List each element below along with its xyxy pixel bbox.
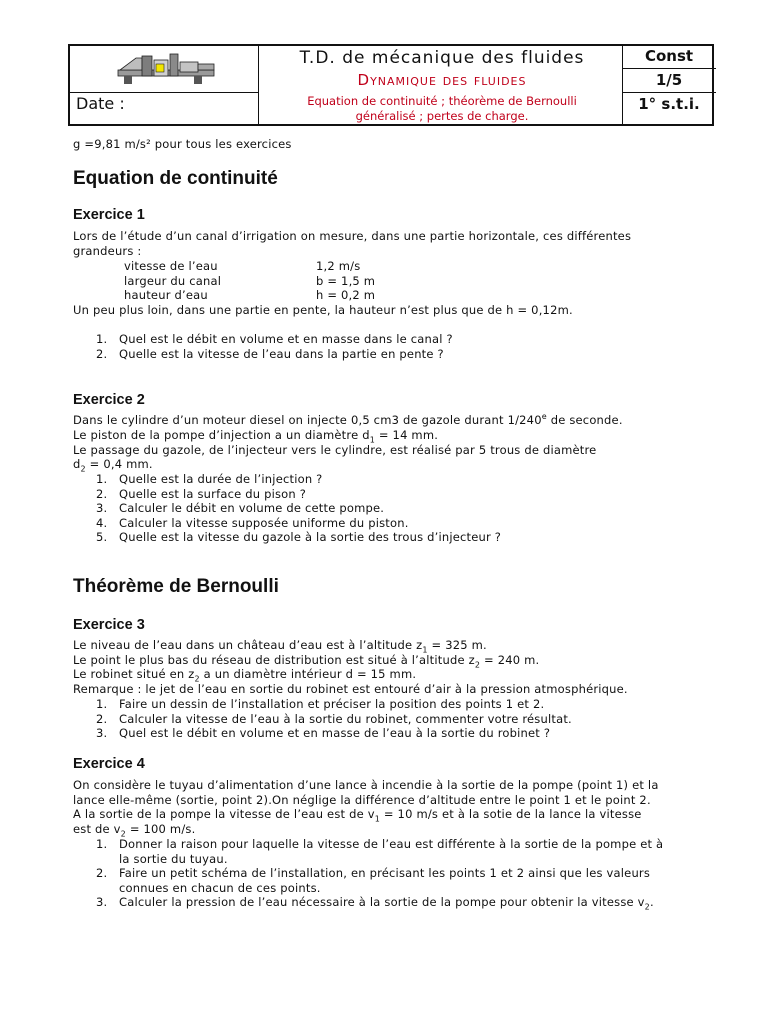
paragraph-line: Le robinet situé en $z_2$ a un diamètre intérieur d = 15 mm. [73,667,417,684]
exercise-title: Exercice 2 [73,392,145,408]
measurement-row: vitesse de l’eau 1,2 m/s [124,259,361,273]
paragraph-line: A la sortie de la pompe la vitesse de l’eau est de $v_1 = 10$ m/s et à la sotie de la lance la vitesse [73,807,642,824]
paragraph-line: Le point le plus bas du réseau de distribution est situé à l’altitude $z_2 = 240$ m. [73,653,540,670]
question-list [96,837,663,910]
mechanical-logo-icon [110,50,220,86]
header-description: Equation de continuité ; théorème de Bernoulli généralisé ; pertes de charge. [307,94,577,123]
intro-text: g =9,81 m/s² pour tous les exercices [73,137,292,151]
date-label: Date : [76,94,125,113]
list-item: 1. Donner la raison pour laquelle la vitesse de l’eau est différente à la sortie de la pompe et à la sortie du tuyau. [96,837,664,866]
list-item: 2. Quelle est la surface du pison ? [96,486,307,501]
list-item: 2. Quelle est la vitesse de l’eau dans la partie en pente ? [96,346,444,361]
measurement-row: hauteur d’eau h = 0,2 m [124,288,376,303]
exercise-title: Exercice 3 [73,617,145,633]
paragraph-line: est de $v_2 = 100$ m/s. [73,822,196,839]
page-number: 1/5 [655,71,683,89]
measurement-table [124,259,375,303]
list-item: 3. Calculer le débit en volume de cette pompe. [96,501,385,516]
header-tag: Const [644,47,694,65]
paragraph-line: Le passage du gazole, de l’injecteur vers le cylindre, est réalisé par 5 trous de diamètre [73,443,597,457]
list-item: 2. Faire un petit schéma de l’installation, en précisant les points 1 et 2 ainsi que les valeurs connues en chacun de ces points. [96,866,651,895]
list-item: 4. Calculer la vitesse supposée uniforme du piston. [96,515,409,530]
exercise-title: Exercice 1 [73,207,145,223]
header-title: T.D. de mécanique des fluides [299,48,585,68]
paragraph-line: Remarque : le jet de l’eau en sortie du robinet est entouré d’air à la pression atmosphérique. [73,682,628,696]
list-item: 1. Quel est le débit en volume et en masse dans le canal ? [96,332,453,346]
section-title-bernoulli: Théorème de Bernoulli [73,576,279,597]
paragraph-line: Le piston de la pompe d’injection a un diamètre $d_1 = 14$ mm. [73,428,439,445]
header-table [68,44,714,126]
paragraph-line: lance elle-même (sortie, point 2).On néglige la différence d’altitude entre le point 1 et le point 2. [73,793,651,807]
paragraph-line: Lors de l’étude d’un canal d’irrigation on mesure, dans une partie horizontale, ces différentes [73,229,632,243]
section-title-continuity: Equation de continuité [73,168,278,189]
measurement-row: largeur du canal b = 1,5 m [124,273,376,288]
list-item: 3. Quel est le débit en volume et en masse de l’eau à la sortie du robinet ? [96,726,551,741]
paragraph-line: Dans le cylindre d’un moteur diesel on injecte 0,5 cm3 de gazole durant 1/240e de seconde. [73,412,623,427]
paragraph-line: Le niveau de l’eau dans un château d’eau est à l’altitude $z_1 = 325$ m. [73,638,487,655]
class-level: 1° s.t.i. [638,95,700,113]
question-list [96,472,501,545]
list-item: 1. Quelle est la durée de l’injection ? [96,472,323,486]
paragraph-line: On considère le tuyau d’alimentation d’une lance à incendie à la sortie de la pompe (point 1) et la [73,778,659,792]
header-subject: Dynamique des fluides [357,71,527,89]
list-item: 3. Calculer la pression de l’eau nécessaire à la sortie de la pompe pour obtenir la vitesse $v_2$. [96,895,654,912]
list-item: 5. Quelle est la vitesse du gazole à la sortie des trous d’injecteur ? [96,530,502,545]
question-list [96,697,572,741]
paragraph-line: grandeurs : [73,244,142,258]
exercise-title: Exercice 4 [73,756,145,772]
list-item: 2. Calculer la vitesse de l’eau à la sortie du robinet, commenter votre résultat. [96,711,572,726]
paragraph-line: $d_2 = 0,4$ mm. [73,457,153,474]
paragraph-line: Un peu plus loin, dans une partie en pente, la hauteur n’est plus que de h = 0,12m. [73,303,573,317]
list-item: 1. Faire un dessin de l’installation et préciser la position des points 1 et 2. [96,697,545,711]
question-list [96,332,453,361]
